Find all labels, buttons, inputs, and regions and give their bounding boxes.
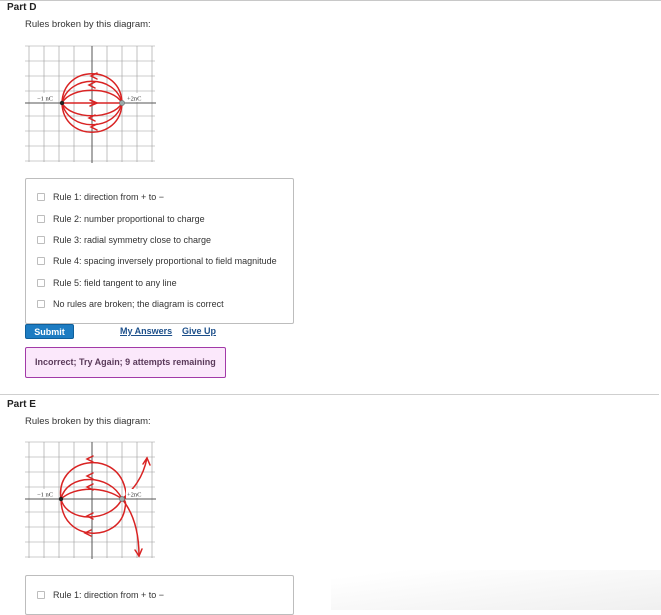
part-e-title: Part E bbox=[7, 399, 36, 410]
option-label: Rule 1: direction from + to − bbox=[53, 590, 165, 600]
part-d-title: Part D bbox=[7, 2, 37, 13]
part-e-grid bbox=[25, 442, 155, 558]
part-e-field-diagram bbox=[25, 438, 157, 562]
option-checkbox[interactable] bbox=[37, 215, 45, 223]
part-d-prompt: Rules broken by this diagram: bbox=[25, 19, 151, 30]
part-d-option-4[interactable] bbox=[26, 254, 293, 268]
part-e-positive-charge bbox=[119, 496, 124, 501]
my-answers-link[interactable]: My Answers bbox=[120, 326, 173, 336]
part-e-charge-left-label: −1 nC bbox=[37, 491, 54, 499]
feedback-message: Incorrect; Try Again; 9 attempts remaining bbox=[25, 347, 226, 378]
part-d-options-box bbox=[25, 178, 294, 324]
option-label: Rule 1: direction from + to − bbox=[53, 192, 165, 202]
part-d-grid bbox=[25, 46, 155, 162]
part-d-charge-left-label: −1 nC bbox=[37, 95, 54, 103]
part-d-option-1[interactable] bbox=[26, 190, 293, 204]
part-e-charge-right-label: +2nC bbox=[127, 491, 142, 499]
part-d-positive-charge bbox=[119, 100, 124, 105]
part-d-option-5[interactable] bbox=[26, 276, 293, 290]
part-e-negative-charge bbox=[59, 497, 63, 501]
part-d-field-diagram bbox=[25, 42, 157, 166]
option-checkbox[interactable] bbox=[37, 236, 45, 244]
option-label: Rule 5: field tangent to any line bbox=[53, 278, 177, 288]
part-d-option-3[interactable] bbox=[26, 233, 293, 247]
bottom-shadow bbox=[331, 570, 661, 610]
option-checkbox[interactable] bbox=[37, 591, 45, 599]
part-d-option-6[interactable] bbox=[26, 297, 293, 311]
option-label: No rules are broken; the diagram is correct bbox=[53, 299, 224, 309]
part-e-options-box bbox=[25, 575, 294, 615]
option-label: Rule 2: number proportional to charge bbox=[53, 214, 205, 224]
option-label: Rule 4: spacing inversely proportional to field magnitude bbox=[53, 256, 277, 266]
submit-button[interactable]: Submit bbox=[25, 324, 74, 339]
give-up-link[interactable]: Give Up bbox=[182, 326, 217, 336]
section-divider bbox=[0, 394, 659, 395]
option-checkbox[interactable] bbox=[37, 193, 45, 201]
option-checkbox[interactable] bbox=[37, 279, 45, 287]
part-e-prompt: Rules broken by this diagram: bbox=[25, 416, 151, 427]
part-d-option-2[interactable] bbox=[26, 212, 293, 226]
option-label: Rule 3: radial symmetry close to charge bbox=[53, 235, 212, 245]
option-checkbox[interactable] bbox=[37, 300, 45, 308]
option-checkbox[interactable] bbox=[37, 257, 45, 265]
part-e-option-1[interactable] bbox=[26, 588, 293, 602]
top-divider bbox=[0, 0, 661, 1]
part-d-negative-charge bbox=[60, 101, 64, 105]
part-d-charge-right-label: +2nC bbox=[127, 95, 142, 103]
